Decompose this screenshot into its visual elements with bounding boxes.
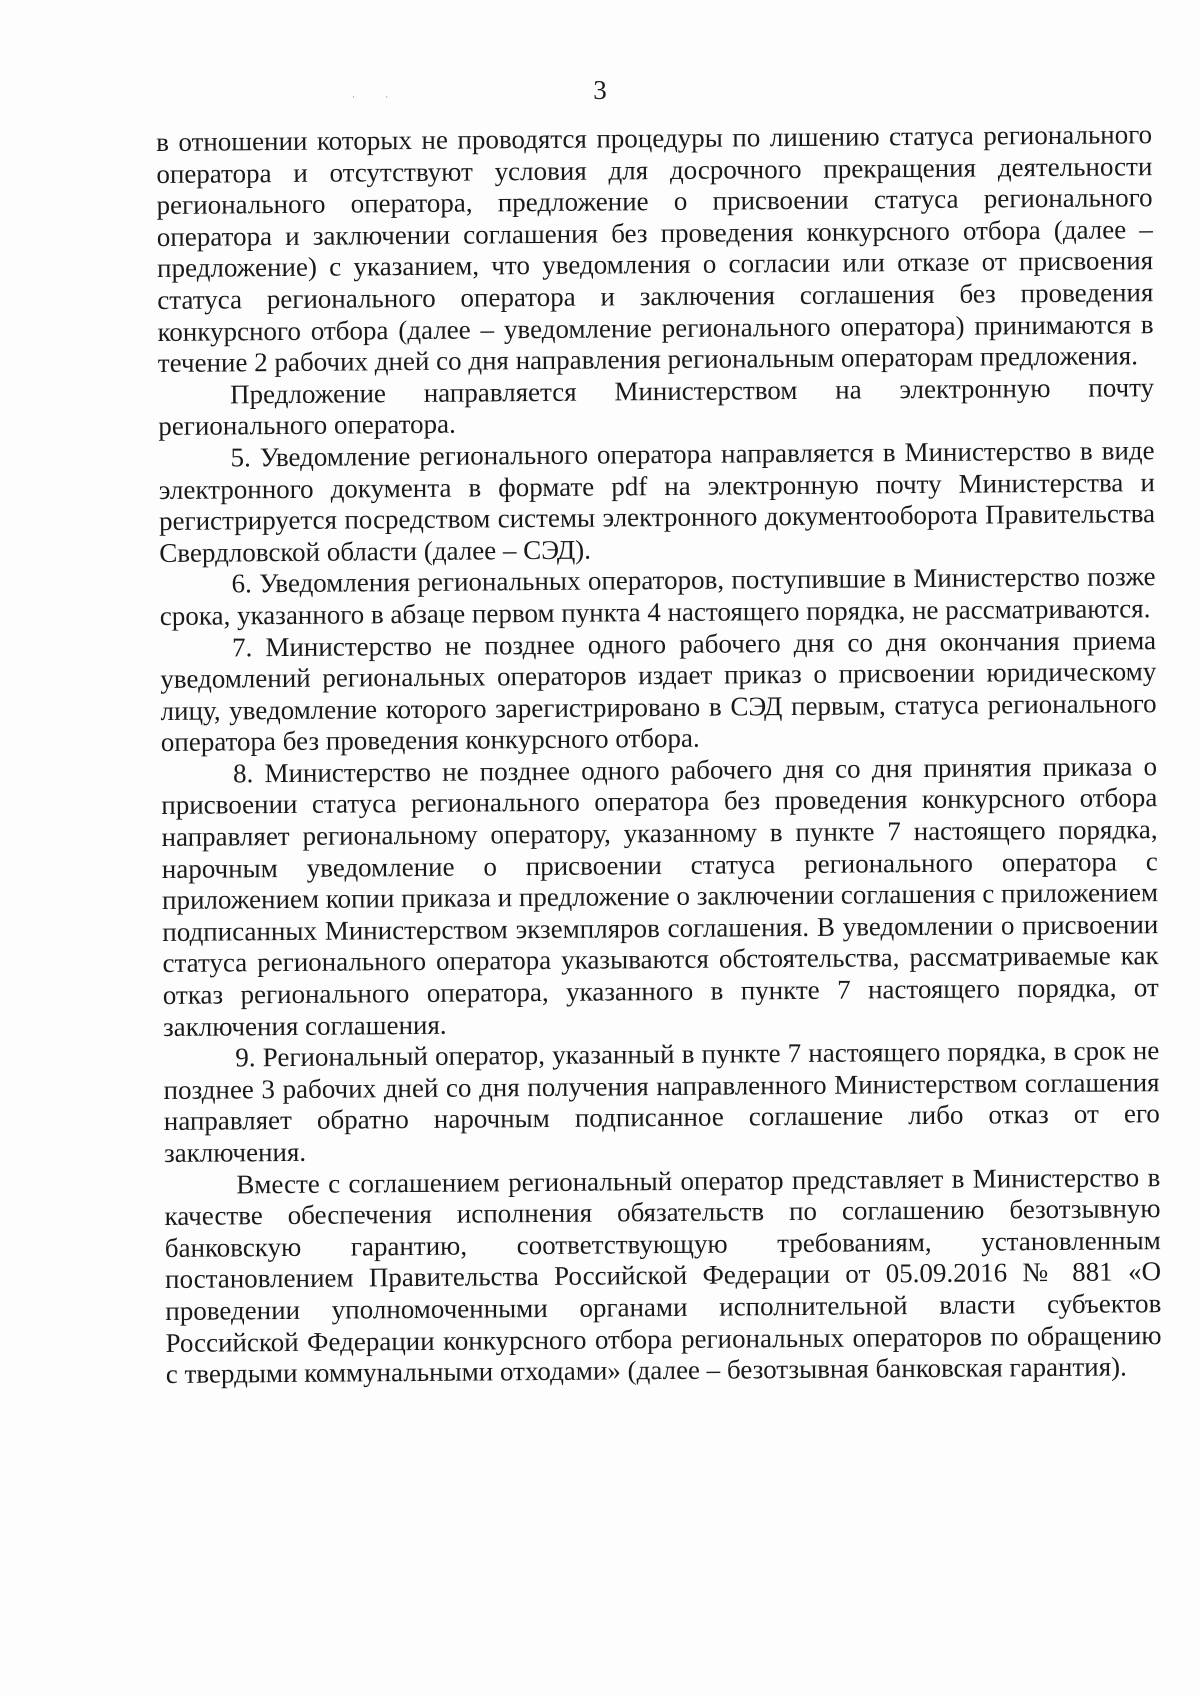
scan-artifact-dots: · · bbox=[352, 92, 403, 102]
document-body bbox=[156, 119, 1162, 1391]
paragraph-item-6: 6. Уведомления региональных операторов, поступившие в Министерство позже срока, указанного в абзаце первом пункта 4 настоящего порядка, не рассматриваются. bbox=[159, 561, 1156, 631]
paragraph-proposal: Предложение направляется Министерством на электронную почту регионального оператора. bbox=[158, 371, 1155, 442]
paragraph-item-8: 8. Министерство не позднее одного рабочего дня со дня принятия приказа о присвоении статуса регионального оператора без проведения конкурсного отбора направляет региональному оператору, указанному в пункте 7 настоящего порядка, нарочным уведомление о присвоении статуса регионального оператора с приложением копии приказа и предложение о заключении соглашения с приложением подписанных Министерством экземпляров соглашения. В уведомлении о присвоении статуса регионального оператора указываются обстоятельства, рассматриваемые как отказ регионального оператора, указанного в пункте 7 настоящего порядка, от заключения соглашения. bbox=[161, 751, 1159, 1042]
paragraph-item-5: 5. Уведомление регионального оператора направляется в Министерство в виде электронного документа в формате pdf на электронную почту Министерства и регистрируется посредством системы электронного документооборота Правительства Свердловской области (далее – СЭД). bbox=[158, 435, 1156, 568]
paragraph-bank-guarantee: Вместе с соглашением региональный оператор представляет в Министерство в качестве обеспечения исполнения обязательств по соглашению безотзывную банковскую гарантию, соответствующую требованиям, установленным постановлением Правительства Российской Федерации от 05.09.2016 № 881 «О проведении уполномоченными органами исполнительной власти субъектов Российской Федерации конкурсного отбора региональных операторов по обращению с твердыми коммунальными отходами» (далее – безотзывная банковская гарантия). bbox=[164, 1161, 1162, 1390]
paragraph-item-9: 9. Региональный оператор, указанный в пункте 7 настоящего порядка, в срок не позднее 3 рабочих дней со дня получения направленного Министерством соглашения направляет обратно нарочным подписанное соглашение либо отказ от его заключения. bbox=[163, 1035, 1160, 1168]
page-number: 3 bbox=[593, 75, 607, 105]
paragraph-item-7: 7. Министерство не позднее одного рабочего дня со дня окончания приема уведомлений региональных операторов издает приказ о присвоении юридическому лицу, уведомление которого зарегистрировано в СЭД первым, статуса регионального оператора без проведения конкурсного отбора. bbox=[160, 624, 1157, 758]
paragraph-continuation: в отношении которых не проводятся процедуры по лишению статуса регионального оператора и отсутствуют условия для досрочного прекращения деятельности регионального оператора, предложение о присвоении статуса регионального оператора и заключении соглашения без проведения конкурсного отбора (далее – предложение) с указанием, что уведомления о согласии или отказе от присвоения статуса регионального оператора и заключения соглашения без проведения конкурсного отбора (далее – уведомление регионального оператора) принимаются в течение 2 рабочих дней со дня направления региональным операторам предложения. bbox=[156, 119, 1154, 379]
